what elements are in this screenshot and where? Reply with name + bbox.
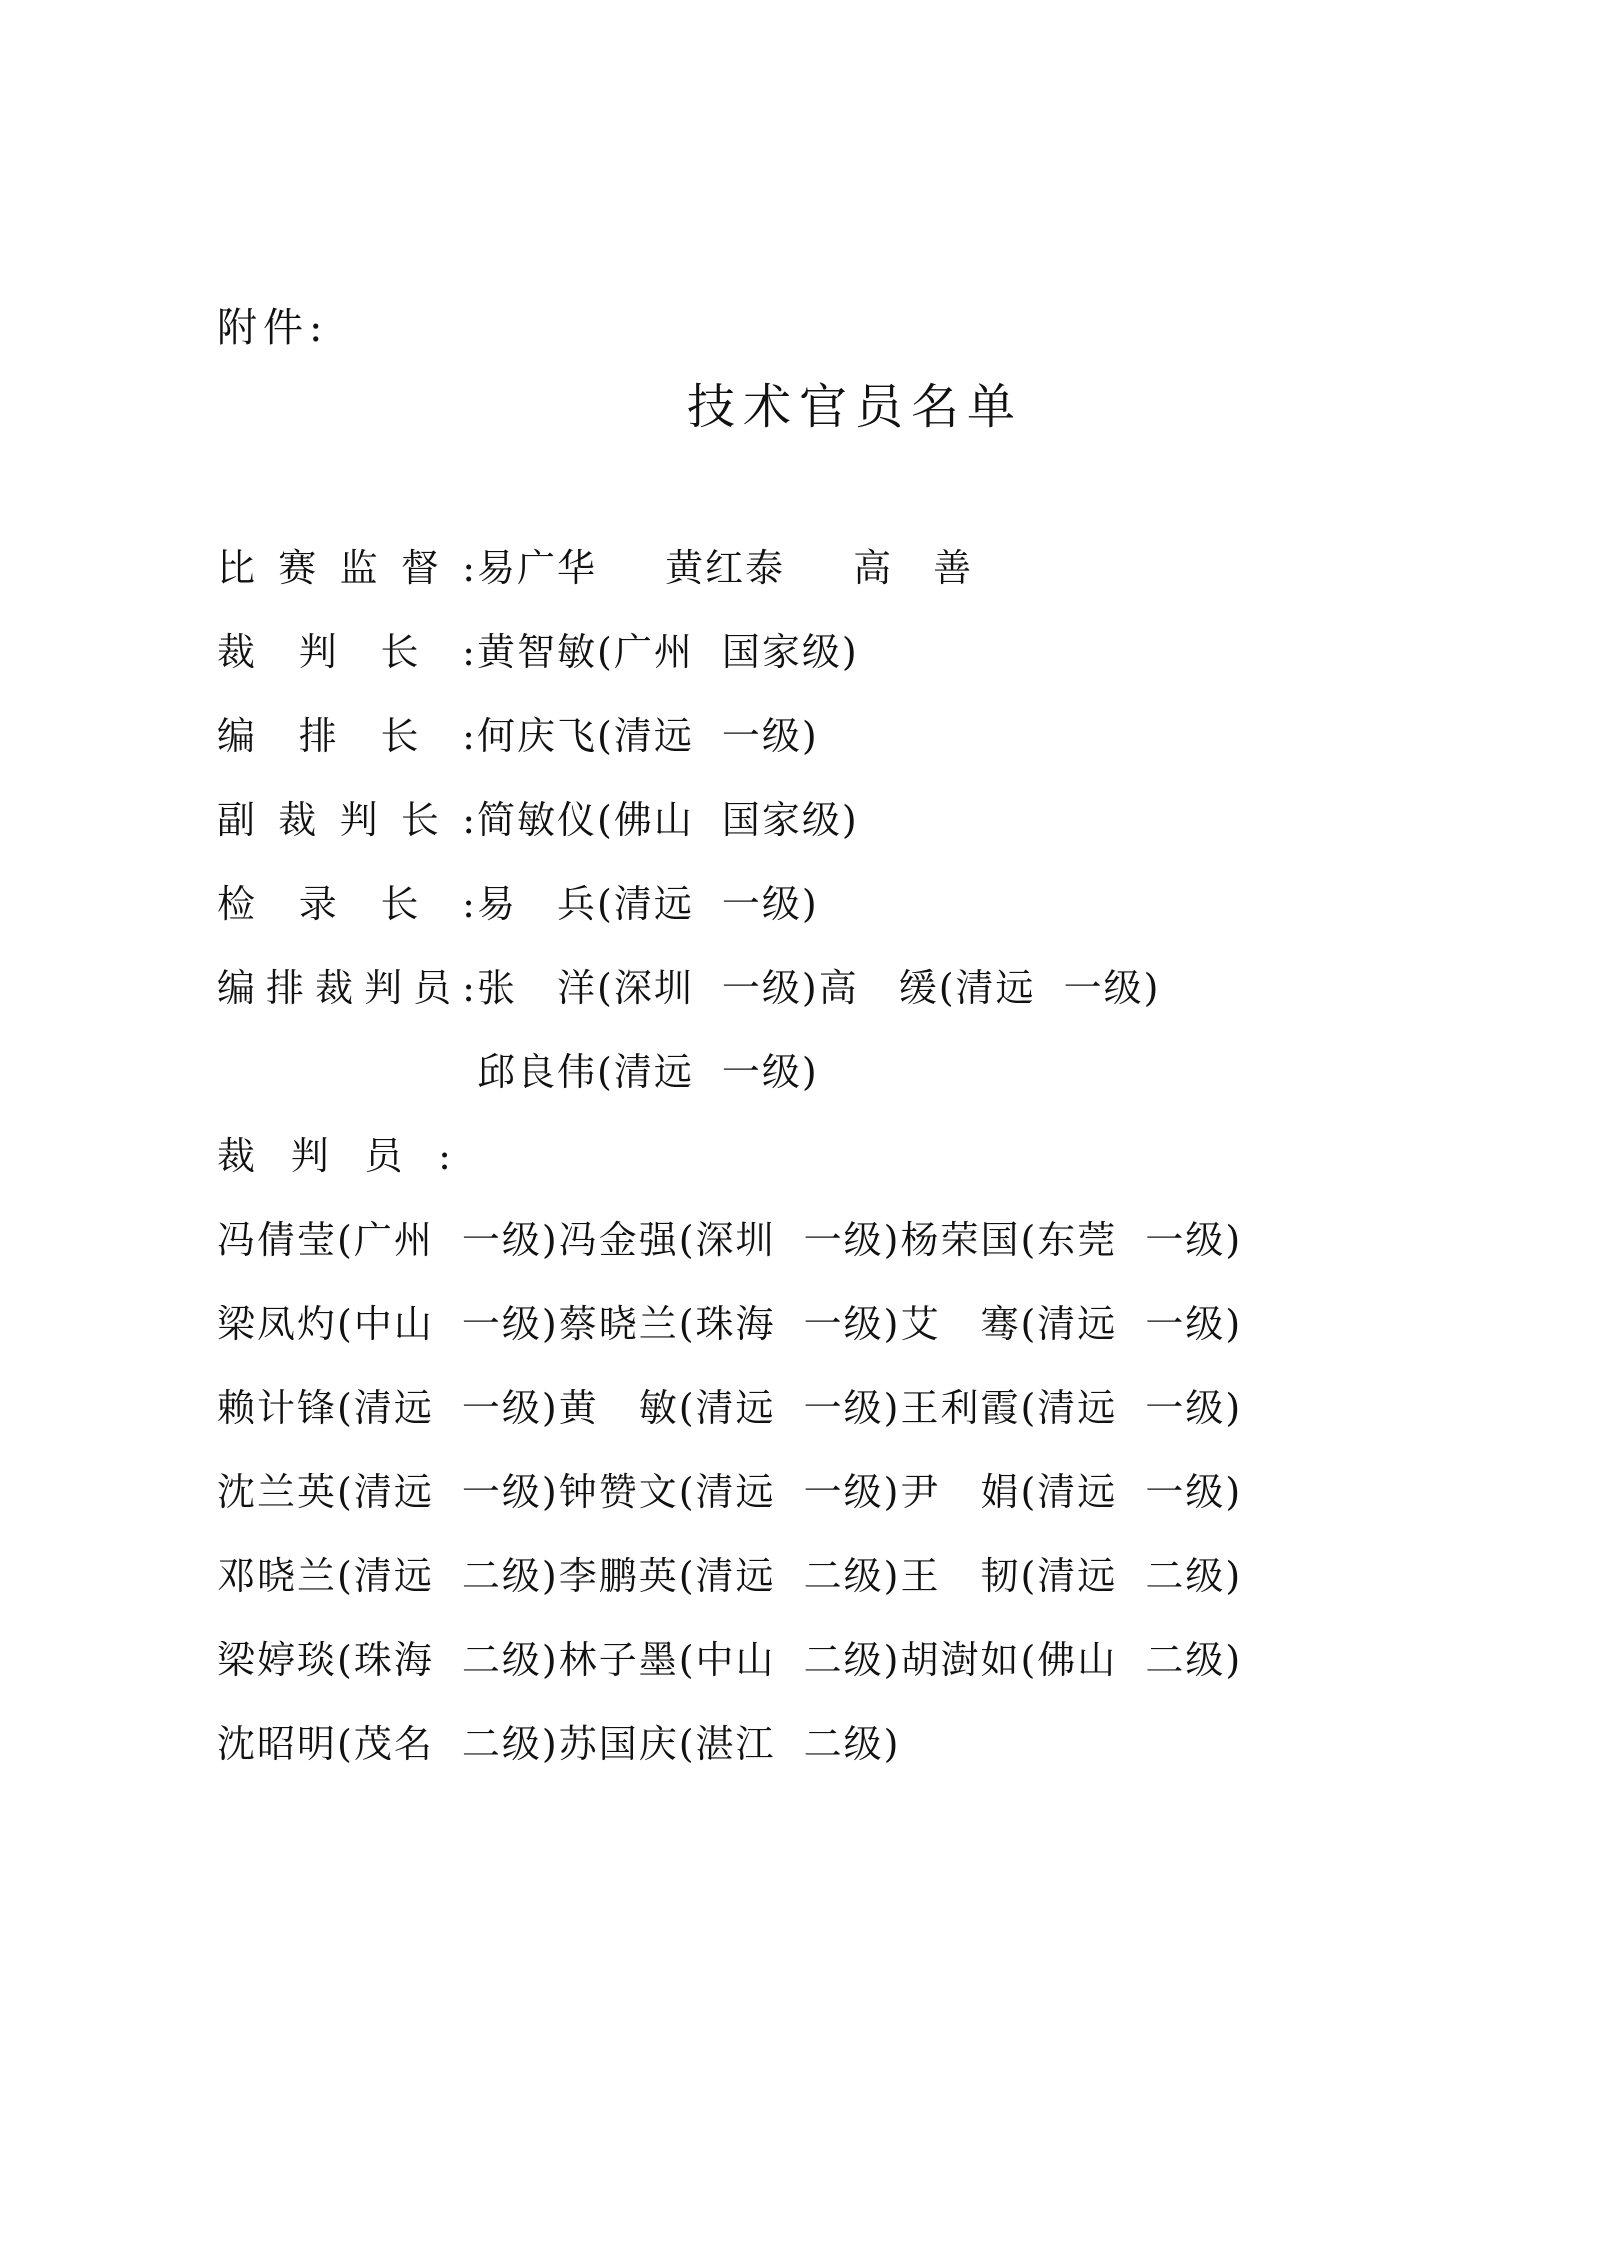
referee-row: 沈昭明(茂名 二级)苏国庆(湛江 二级): [217, 1722, 901, 1766]
role-label: 裁 判 长 :: [217, 630, 475, 674]
official-names: 张 洋(深圳 一级)高 缓(清远 一级): [477, 966, 1161, 1010]
attachment-label: 附件:: [217, 305, 329, 351]
official-names-continuation: 邱良伟(清远 一级): [477, 1050, 819, 1094]
official-names: 易 兵(清远 一级): [477, 882, 819, 926]
official-names: 简敏仪(佛山 国家级): [477, 798, 859, 842]
role-label: 检 录 长 :: [217, 882, 475, 926]
role-label: 副 裁 判 长 :: [217, 798, 475, 842]
referee-row: 赖计锋(清远 一级)黄 敏(清远 一级)王利霞(清远 一级): [217, 1386, 1243, 1430]
referee-row: 冯倩莹(广州 一级)冯金强(深圳 一级)杨荣国(东莞 一级): [217, 1218, 1243, 1262]
role-label: 编 排 裁 判 员 :: [217, 966, 475, 1010]
official-names: 何庆飞(清远 一级): [477, 714, 819, 758]
referee-row: 梁婷琰(珠海 二级)林子墨(中山 二级)胡澍如(佛山 二级): [217, 1638, 1243, 1682]
role-label: 比 赛 监 督 :: [217, 546, 475, 590]
role-label: 编 排 长 :: [217, 714, 475, 758]
referee-row: 沈兰英(清远 一级)钟赞文(清远 一级)尹 娟(清远 一级): [217, 1470, 1243, 1514]
document-title: 技术官员名单: [687, 379, 1024, 435]
referees-heading: 裁 判 员 :: [217, 1134, 451, 1178]
referee-row: 梁凤灼(中山 一级)蔡晓兰(珠海 一级)艾 骞(清远 一级): [217, 1302, 1243, 1346]
referee-row: 邓晓兰(清远 二级)李鹏英(清远 二级)王 韧(清远 二级): [217, 1554, 1243, 1598]
official-names: 易广华 黄红泰 高 善: [477, 546, 974, 590]
official-names: 黄智敏(广州 国家级): [477, 630, 859, 674]
